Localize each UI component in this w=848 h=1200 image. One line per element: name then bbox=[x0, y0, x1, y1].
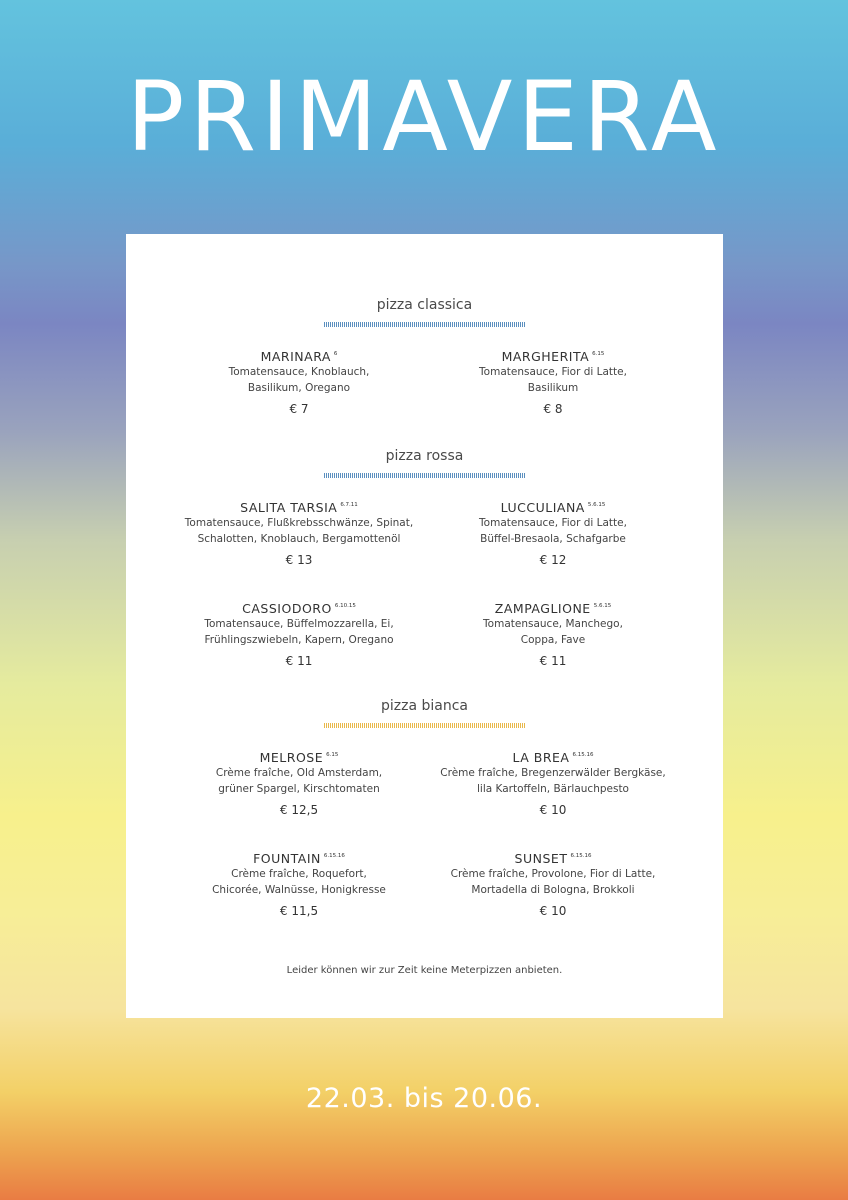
section-title: pizza classica bbox=[376, 297, 473, 313]
item-name: MARGHERITA bbox=[501, 349, 590, 364]
section-title: pizza rossa bbox=[385, 448, 464, 464]
item-description: Chicorée, Walnüsse, Honigkresse bbox=[212, 883, 386, 896]
item-description: Crème fraîche, Provolone, Fior di Latte, bbox=[450, 868, 656, 880]
item-price: € 11,5 bbox=[279, 904, 319, 918]
menu-item-margherita bbox=[423, 346, 683, 416]
item-name: ZAMPAGLIONE bbox=[494, 601, 591, 616]
item-price: € 13 bbox=[285, 553, 313, 567]
item-allergens: 6.7.11 bbox=[340, 502, 358, 508]
item-allergens: 6.15.16 bbox=[572, 752, 594, 758]
item-allergens: 6.15 bbox=[326, 752, 339, 758]
item-price: € 8 bbox=[543, 402, 563, 416]
menu-item-salita-tarsia bbox=[169, 497, 429, 567]
item-price: € 12 bbox=[539, 553, 567, 567]
section-pizza-classica bbox=[126, 296, 723, 327]
section-divider bbox=[324, 473, 526, 478]
item-description: grüner Spargel, Kirschtomaten bbox=[218, 782, 380, 795]
item-allergens: 6 bbox=[333, 351, 338, 357]
item-description: Basilikum, Oregano bbox=[247, 381, 351, 394]
item-price: € 11 bbox=[285, 654, 313, 668]
section-title: pizza bianca bbox=[380, 698, 468, 714]
section-divider bbox=[324, 322, 526, 327]
menu-item-fountain bbox=[169, 848, 429, 918]
item-description: Tomatensauce, Manchego, bbox=[483, 618, 623, 630]
item-name: SALITA TARSIA bbox=[240, 500, 338, 515]
menu-item-cassiodoro bbox=[169, 598, 429, 668]
item-description: Büffel-Bresaola, Schafgarbe bbox=[480, 532, 626, 545]
item-description: Tomatensauce, Knoblauch, bbox=[228, 366, 370, 378]
item-description: Tomatensauce, Büffelmozzarella, Ei, bbox=[204, 618, 394, 630]
item-price: € 11 bbox=[539, 654, 567, 668]
menu-note: Leider können wir zur Zeit keine Meterpizzen anbieten. bbox=[286, 965, 563, 976]
menu-item-melrose bbox=[169, 747, 429, 817]
menu-item-marinara bbox=[169, 346, 429, 416]
item-name: LA BREA bbox=[512, 750, 570, 765]
item-description: Crème fraîche, Roquefort, bbox=[231, 868, 367, 880]
item-allergens: 5.6.15 bbox=[587, 502, 606, 508]
item-allergens: 5.6.15 bbox=[593, 603, 612, 609]
item-description: Tomatensauce, Fior di Latte, bbox=[479, 517, 627, 529]
item-description: lila Kartoffeln, Bärlauchpesto bbox=[477, 782, 629, 795]
item-description: Crème fraîche, Bregenzerwälder Bergkäse, bbox=[440, 767, 666, 779]
item-allergens: 6.15.16 bbox=[323, 853, 345, 859]
item-description: Mortadella di Bologna, Brokkoli bbox=[471, 883, 635, 896]
menu-item-la-brea bbox=[423, 747, 683, 817]
item-description: Tomatensauce, Fior di Latte, bbox=[479, 366, 627, 378]
item-allergens: 6.15 bbox=[592, 351, 605, 357]
menu-item-lucculiana bbox=[423, 497, 683, 567]
item-description: Frühlingszwiebeln, Kapern, Oregano bbox=[204, 633, 394, 646]
item-price: € 12,5 bbox=[279, 803, 319, 817]
item-name: MELROSE bbox=[259, 750, 324, 765]
item-name: SUNSET bbox=[514, 851, 568, 866]
item-description: Tomatensauce, Flußkrebsschwänze, Spinat, bbox=[184, 517, 414, 529]
item-description: Basilikum bbox=[527, 381, 579, 394]
item-name: LUCCULIANA bbox=[500, 500, 585, 515]
item-allergens: 6.15.16 bbox=[570, 853, 592, 859]
item-description: Crème fraîche, Old Amsterdam, bbox=[215, 767, 383, 779]
menu-item-zampaglione bbox=[423, 598, 683, 668]
section-pizza-bianca bbox=[126, 697, 723, 728]
section-divider bbox=[324, 723, 526, 728]
menu-card bbox=[126, 234, 723, 1018]
item-name: FOUNTAIN bbox=[253, 851, 321, 866]
item-price: € 10 bbox=[539, 904, 567, 918]
item-description: Schalotten, Knoblauch, Bergamottenöl bbox=[197, 532, 401, 545]
item-name: MARINARA bbox=[260, 349, 331, 364]
item-description: Coppa, Fave bbox=[520, 633, 586, 646]
item-name: CASSIODORO bbox=[242, 601, 332, 616]
menu-title: PRIMAVERA bbox=[126, 61, 722, 173]
item-price: € 7 bbox=[289, 402, 309, 416]
item-allergens: 6.10.15 bbox=[334, 603, 356, 609]
menu-item-sunset bbox=[423, 848, 683, 918]
item-price: € 10 bbox=[539, 803, 567, 817]
section-pizza-rossa bbox=[126, 447, 723, 478]
date-range: 22.03. bis 20.06. bbox=[305, 1083, 543, 1114]
